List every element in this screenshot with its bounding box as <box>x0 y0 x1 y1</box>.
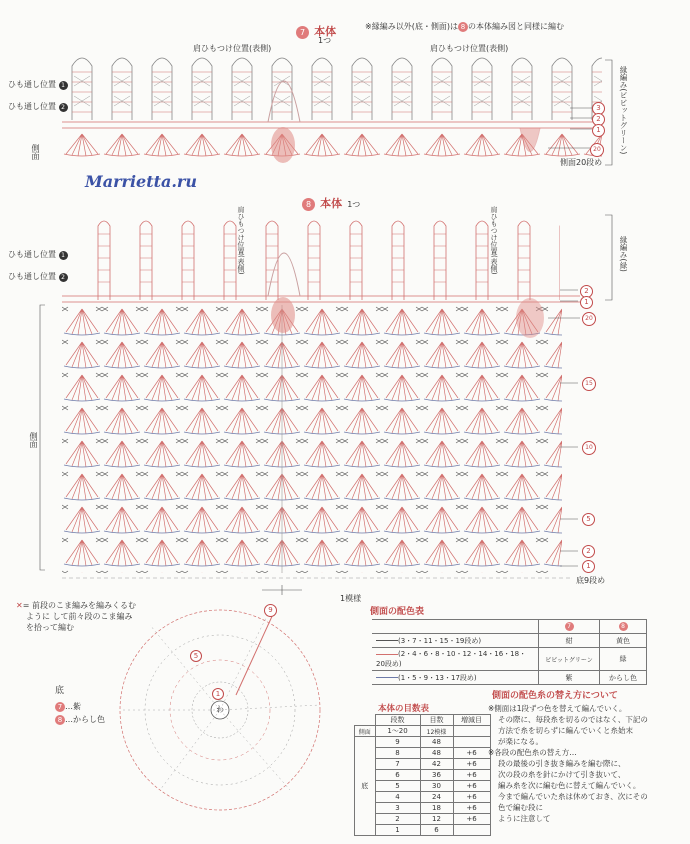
count-table-d: +6 <box>453 781 490 792</box>
section8-cord1: ひも通し位置 1 <box>8 250 68 260</box>
count-table-h-diff: 増減目 <box>453 715 490 726</box>
count-table-d: +6 <box>453 803 490 814</box>
section8-strap-left: 肩ひもつけ位置(表側) <box>237 206 245 275</box>
count-table-row <box>355 803 491 814</box>
count-table-n: 12 <box>420 814 453 825</box>
howto-body <box>488 703 684 824</box>
count-table-side-count: 12模様 <box>420 726 453 737</box>
howto-line: 編み糸を次に編む色に替えて編んでいく。 <box>498 781 641 790</box>
count-table-title: 本体の目数表 <box>378 704 430 714</box>
count-table-row <box>355 748 491 759</box>
howto-line: 方法で糸を切らずに編んでいくと糸始末 <box>498 726 633 735</box>
section8-count: 1つ <box>347 200 361 209</box>
section7-cord2: ひも通し位置 2 <box>8 102 68 112</box>
circle-row-mark-9: 9 <box>264 604 277 617</box>
color-table-row <box>372 634 647 648</box>
color-table-h8-num: 8 <box>619 622 628 631</box>
section8-cord1-label: ひも通し位置 <box>8 250 56 259</box>
count-table-h-count: 目数 <box>420 715 453 726</box>
s8-row-mark-1-bottom: 1 <box>582 560 595 573</box>
count-table-row <box>355 825 491 836</box>
x-stitch-note-1: ✕= 前段のこま編みを編みくるむ <box>16 601 136 610</box>
howto-line: ※各段の配色糸の替え方… <box>488 748 577 757</box>
bottom-color-8: 8 …からし色 <box>55 715 105 725</box>
howto-line: その際に、毎段糸を切るのではなく、下記の <box>498 715 648 724</box>
s7-row-mark-3: 3 <box>592 102 605 115</box>
color-table-header <box>372 620 647 634</box>
x-stitch-note-3: を拾って編む <box>26 623 74 632</box>
s7-row-mark-1: 1 <box>592 124 605 137</box>
count-table-row <box>355 759 491 770</box>
section7-edge-label: 縁編み(ビビットグリーン) <box>619 66 628 155</box>
count-table-d <box>453 737 490 748</box>
howto-line: 色で編む段に <box>498 803 543 812</box>
section7-strap-right: 肩ひもつけ位置(表側) <box>430 44 509 53</box>
count-table-row <box>355 781 491 792</box>
count-table-r: 4 <box>375 792 420 803</box>
color-table-h7 <box>539 620 600 634</box>
count-table <box>354 714 491 836</box>
bottom-color-7: 7 …紫 <box>55 702 81 712</box>
howto-line: 段の最後の引き抜き編みを編む際に、 <box>498 759 626 768</box>
color-table-rows-1-text: (3・7・11・15・19段め) <box>398 636 482 645</box>
count-table-r: 9 <box>375 737 420 748</box>
color-table-h7-num: 7 <box>565 622 574 631</box>
count-table-n: 18 <box>420 803 453 814</box>
section7-cord2-label: ひも通し位置 <box>8 102 56 111</box>
color-table-c7-1: 紺 <box>539 634 600 648</box>
count-table-corner <box>355 715 376 726</box>
count-table-r: 5 <box>375 781 420 792</box>
color-table-rows-2-text: (2・4・6・8・10・12・14・16・18・20段め) <box>376 650 527 668</box>
howto-line: ように注意して <box>498 814 551 823</box>
x-stitch-note-2: ように して前々段のこま編み <box>26 612 133 621</box>
howto-line: が楽になる。 <box>498 737 543 746</box>
count-table-n: 30 <box>420 781 453 792</box>
count-table-r: 7 <box>375 759 420 770</box>
count-table-r: 6 <box>375 770 420 781</box>
s8-row-mark-5: 5 <box>582 513 595 526</box>
count-table-row <box>355 814 491 825</box>
count-table-n: 6 <box>420 825 453 836</box>
count-table-d: +6 <box>453 759 490 770</box>
count-table-row <box>355 737 491 748</box>
color-table-rows-1 <box>372 634 539 648</box>
section8-cord2-label: ひも通し位置 <box>8 272 56 281</box>
color-table-rows-3 <box>372 671 539 685</box>
count-table-r: 2 <box>375 814 420 825</box>
color-table-c8-2: 緑 <box>600 648 647 671</box>
count-table-d <box>453 825 490 836</box>
s8-row-mark-20: 20 <box>582 312 596 326</box>
section8-side-label: 側面 <box>29 432 38 448</box>
bottom-label: 底 <box>55 686 65 696</box>
count-table-n: 42 <box>420 759 453 770</box>
color-table <box>372 619 647 685</box>
bottom-color-8-text: …からし色 <box>65 715 105 724</box>
count-table-d: +6 <box>453 748 490 759</box>
section8-start-row: 底9段め <box>576 576 606 585</box>
section8-cord2: ひも通し位置 2 <box>8 272 68 282</box>
count-table-header <box>355 715 491 726</box>
count-table-r: 1 <box>375 825 420 836</box>
color-table-blank <box>372 620 539 634</box>
s8-row-mark-1-top: 1 <box>580 296 593 309</box>
count-table-row <box>355 770 491 781</box>
color-table-c7-2: ビビットグリーン <box>539 648 600 671</box>
color-table-c7-3: 紫 <box>539 671 600 685</box>
count-table-side-row <box>355 726 491 737</box>
s7-row-mark-2: 2 <box>592 113 605 126</box>
section7-number: 7 <box>296 26 309 39</box>
howto-line: ※側面は1段ずつ色を替えて編んでいく。 <box>488 704 627 713</box>
s8-row-mark-10: 10 <box>582 441 596 455</box>
count-table-side-label: 側面 <box>355 726 376 737</box>
circle-row-mark-5: 5 <box>190 650 202 662</box>
bottom-center-ring: わ <box>216 705 224 714</box>
section7-note <box>365 22 564 32</box>
section7-side-label: 側面 <box>31 144 40 160</box>
s8-row-mark-2-bottom: 2 <box>582 545 595 558</box>
section8-title: 本体 <box>320 197 343 210</box>
section8-header <box>302 192 360 211</box>
count-table-side-rows: 1〜20 <box>375 726 420 737</box>
section7-note-tail: の本体編み図と同様に編む <box>467 22 564 31</box>
count-table-d: +6 <box>453 792 490 803</box>
section8-edge-label: 縁編み(緑) <box>619 236 628 272</box>
count-table-n: 36 <box>420 770 453 781</box>
count-table-row <box>355 792 491 803</box>
howto-title: 側面の配色糸の替え方について <box>492 691 618 701</box>
count-table-side-diff <box>453 726 490 737</box>
section7-cord1-label: ひも通し位置 <box>8 80 56 89</box>
s7-row-mark-20: 20 <box>590 143 604 157</box>
count-table-n: 24 <box>420 792 453 803</box>
section7-cord1: ひも通し位置 1 <box>8 80 68 90</box>
bottom-color-7-text: …紫 <box>65 702 81 711</box>
color-table-rows-2 <box>372 648 539 671</box>
watermark-logo: Marrietta.ru <box>85 172 197 191</box>
color-table-c8-1: 黄色 <box>600 634 647 648</box>
section7-title: 本体 <box>314 25 337 38</box>
section8-pattern-repeat: 1模様 <box>340 594 362 603</box>
circle-row-mark-1: 1 <box>212 688 224 700</box>
color-table-h8 <box>600 620 647 634</box>
howto-line: 今まで編んでいた糸は休めておき、次にその <box>498 792 648 801</box>
section8-number: 8 <box>302 198 315 211</box>
color-table-c8-3: からし色 <box>600 671 647 685</box>
howto-line: 次の段の糸を針にかけて引き抜いて、 <box>498 770 626 779</box>
section7-note-text: ※縁編み以外(底・側面)は <box>365 22 458 31</box>
count-table-r: 8 <box>375 748 420 759</box>
count-table-n: 48 <box>420 737 453 748</box>
s8-row-mark-15: 15 <box>582 377 596 391</box>
section7-note-num: 8 <box>458 22 468 32</box>
count-table-r: 3 <box>375 803 420 814</box>
color-table-title: 側面の配色表 <box>370 607 425 617</box>
count-table-h-rows: 段数 <box>375 715 420 726</box>
count-table-d: +6 <box>453 770 490 781</box>
x-stitch-note-1-text: = 前段のこま編みを編みくるむ <box>22 601 136 610</box>
count-table-d: +6 <box>453 814 490 825</box>
color-table-rows-3-text: (1・5・9・13・17段め) <box>398 673 477 682</box>
color-table-row <box>372 671 647 685</box>
count-table-bottom-label: 底 <box>355 737 376 836</box>
section7-count: 1つ <box>318 36 332 45</box>
section8-strap-right: 肩ひもつけ位置(表側) <box>490 206 498 275</box>
color-table-row <box>372 648 647 671</box>
section7-side-row: 側面20段め <box>560 158 603 167</box>
count-table-n: 48 <box>420 748 453 759</box>
s8-row-mark-2-top: 2 <box>580 285 593 298</box>
section7-strap-left: 肩ひもつけ位置(表側) <box>193 44 272 53</box>
